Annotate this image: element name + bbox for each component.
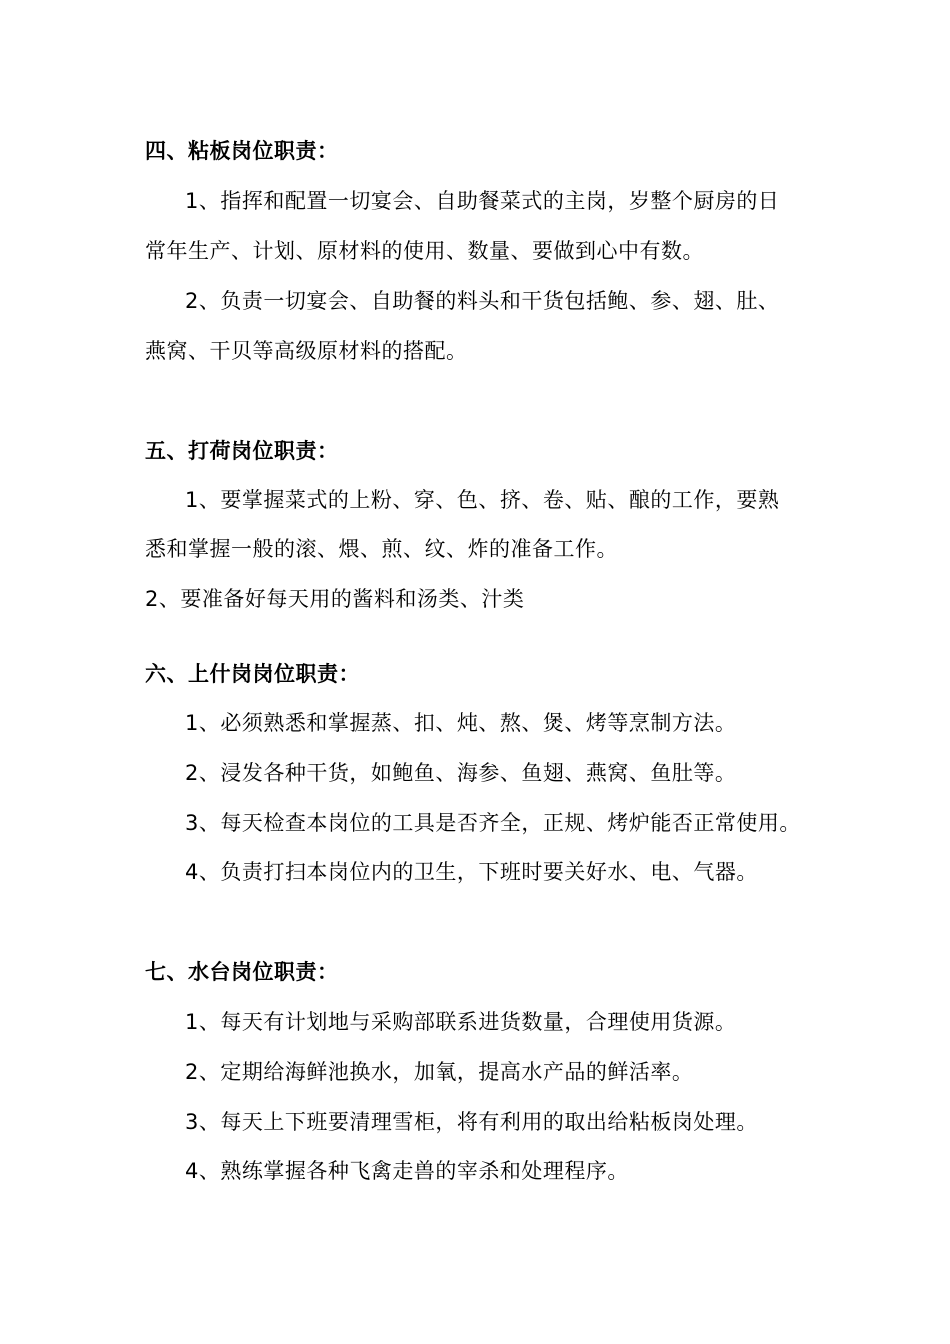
paragraph-line: 悉和掌握一般的滚、煨、煎、纹、炸的准备工作。 bbox=[145, 537, 618, 561]
paragraph-line: 3、每天上下班要清理雪柜，将有利用的取出给粘板岗处理。 bbox=[185, 1110, 758, 1134]
section-heading-7: 七、水台岗位职责： bbox=[145, 960, 339, 984]
paragraph-line: 1、指挥和配置一切宴会、自助餐菜式的主岗，岁整个厨房的日 bbox=[185, 189, 780, 213]
paragraph-line: 2、浸发各种干货，如鲍鱼、海参、鱼翅、燕窝、鱼肚等。 bbox=[185, 761, 737, 785]
paragraph-line: 1、要掌握菜式的上粉、穿、色、挤、卷、贴、酿的工作，要熟 bbox=[185, 488, 780, 512]
paragraph-line: 4、熟练掌握各种飞禽走兽的宰杀和处理程序。 bbox=[185, 1159, 629, 1183]
section-heading-5: 五、打荷岗位职责： bbox=[145, 439, 339, 463]
paragraph-line: 1、每天有计划地与采购部联系进货数量，合理使用货源。 bbox=[185, 1010, 737, 1034]
section-heading-6: 六、上什岗岗位职责： bbox=[145, 662, 360, 686]
paragraph-line: 2、负责一切宴会、自助餐的料头和干货包括鲍、参、翅、肚、 bbox=[185, 289, 780, 313]
paragraph-line: 1、必须熟悉和掌握蒸、扣、炖、熬、煲、烤等烹制方法。 bbox=[185, 711, 737, 735]
section-heading-4: 四、粘板岗位职责： bbox=[145, 139, 339, 163]
paragraph-line: 4、负责打扫本岗位内的卫生，下班时要关好水、电、气器。 bbox=[185, 860, 758, 884]
paragraph-line: 常年生产、计划、原材料的使用、数量、要做到心中有数。 bbox=[145, 239, 704, 263]
paragraph-line: 2、定期给海鲜池换水，加氧，提高水产品的鲜活率。 bbox=[185, 1060, 694, 1084]
paragraph-line: 2、要准备好每天用的酱料和汤类、汁类 bbox=[145, 587, 525, 611]
paragraph-line: 3、每天检查本岗位的工具是否齐全，正规、烤炉能否正常使用。 bbox=[185, 811, 801, 835]
paragraph-line: 燕窝、干贝等高级原材料的搭配。 bbox=[145, 339, 468, 363]
